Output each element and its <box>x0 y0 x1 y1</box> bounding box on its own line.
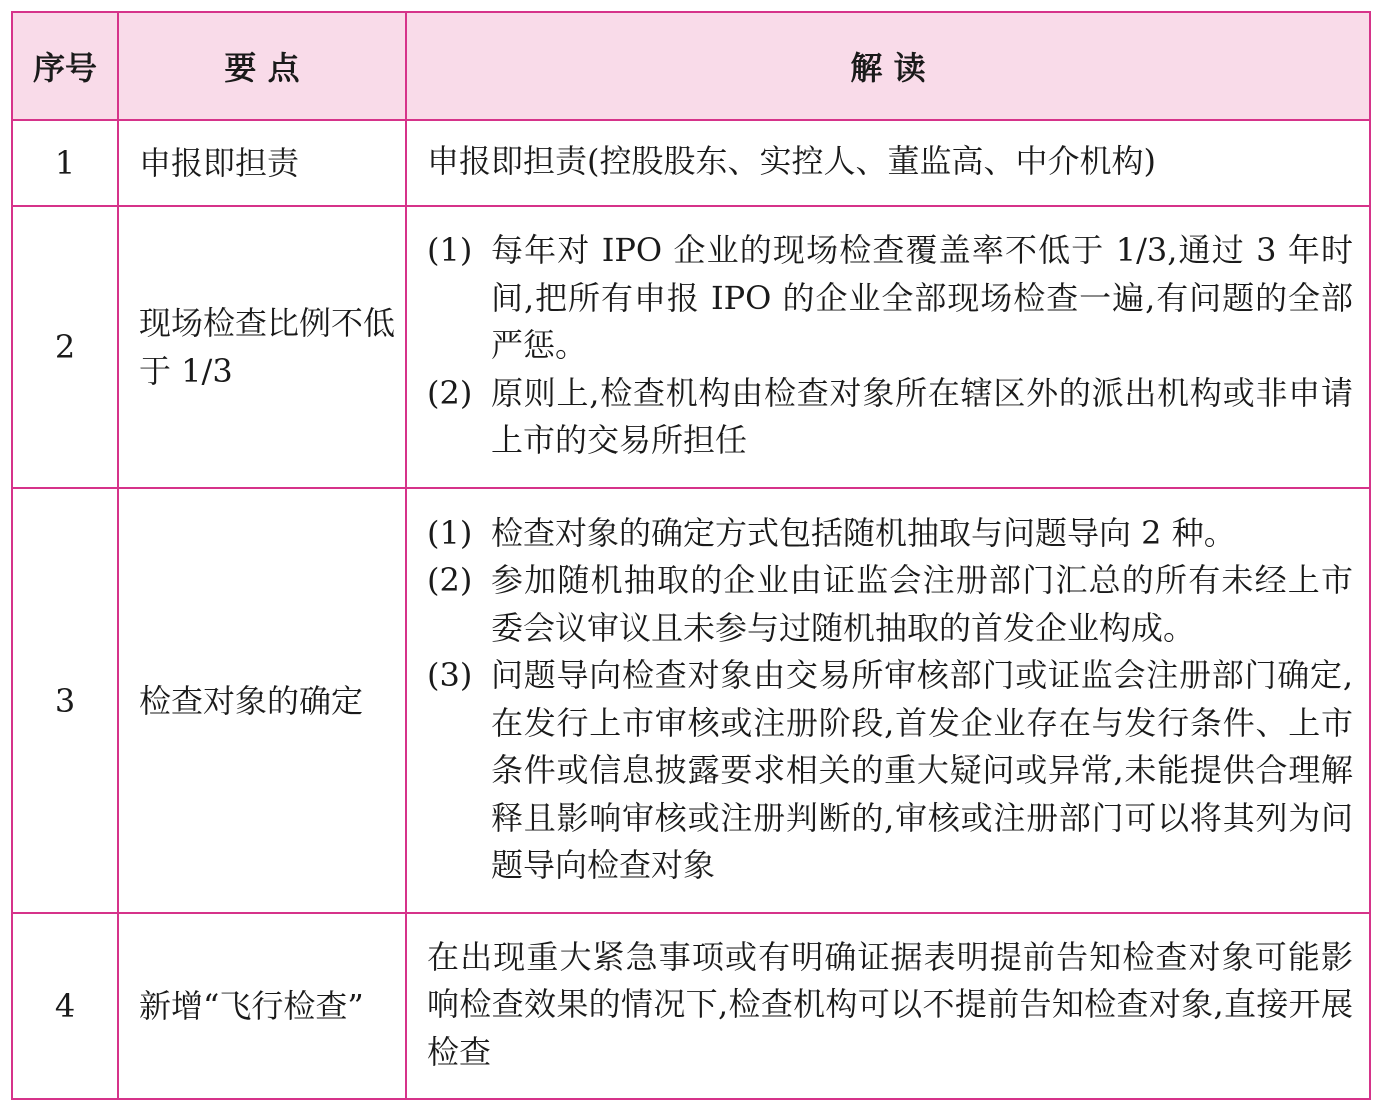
item-text: 问题导向检查对象由交易所审核部门或证监会注册部门确定,在发行上市审核或注册阶段,首发企业存在与发行条件、上市条件或信息披露要求相关的重大疑问或异常,未能提供合理解释且影响审核或注册判断的,审核或注册部门可以将其列为问题导向检查对象 <box>491 656 1353 884</box>
header-number: 序号 <box>12 12 118 120</box>
header-description: 解 读 <box>406 12 1370 120</box>
list-item <box>427 227 1353 370</box>
item-text: 检查对象的确定方式包括随机抽取与问题导向 2 种。 <box>491 513 1236 552</box>
row-description: 在出现重大紧急事项或有明确证据表明提前告知检查对象可能影响检查效果的情况下,检查机构可以不提前告知检查对象,直接开展检查 <box>406 913 1370 1099</box>
row-number: 2 <box>12 206 118 488</box>
row-description <box>406 206 1370 488</box>
table-row <box>12 488 1370 913</box>
item-text: 原则上,检查机构由检查对象所在辖区外的派出机构或非申请上市的交易所担任 <box>491 373 1353 460</box>
row-point: 申报即担责 <box>118 120 406 206</box>
list-item <box>427 557 1353 652</box>
header-point: 要 点 <box>118 12 406 120</box>
table-row <box>12 120 1370 206</box>
row-number: 4 <box>12 913 118 1099</box>
table-row <box>12 913 1370 1099</box>
item-text: 参加随机抽取的企业由证监会注册部门汇总的所有未经上市委会议审议且未参与过随机抽取的首发企业构成。 <box>491 561 1353 647</box>
item-text: 每年对 IPO 企业的现场检查覆盖率不低于 1/3,通过 3 年时间,把所有申报 IPO 的企业全部现场检查一遍,有问题的全部严惩。 <box>491 231 1353 365</box>
item-index: (2) <box>427 373 473 412</box>
item-index: (1) <box>427 513 473 552</box>
table-row <box>12 206 1370 488</box>
row-point: 检查对象的确定 <box>118 488 406 913</box>
row-description <box>406 488 1370 913</box>
item-index: (3) <box>427 656 473 694</box>
list-item <box>427 652 1353 890</box>
row-number: 3 <box>12 488 118 913</box>
item-index: (1) <box>427 231 473 270</box>
item-index: (2) <box>427 561 473 599</box>
row-description: 申报即担责(控股股东、实控人、董监高、中介机构) <box>406 120 1370 206</box>
row-point: 现场检查比例不低于 1/3 <box>118 206 406 488</box>
row-number: 1 <box>12 120 118 206</box>
list-item <box>427 510 1353 558</box>
table-header-row <box>12 12 1370 120</box>
row-point: 新增“飞行检查” <box>118 913 406 1099</box>
list-item <box>427 370 1353 465</box>
policy-table <box>11 11 1371 1100</box>
